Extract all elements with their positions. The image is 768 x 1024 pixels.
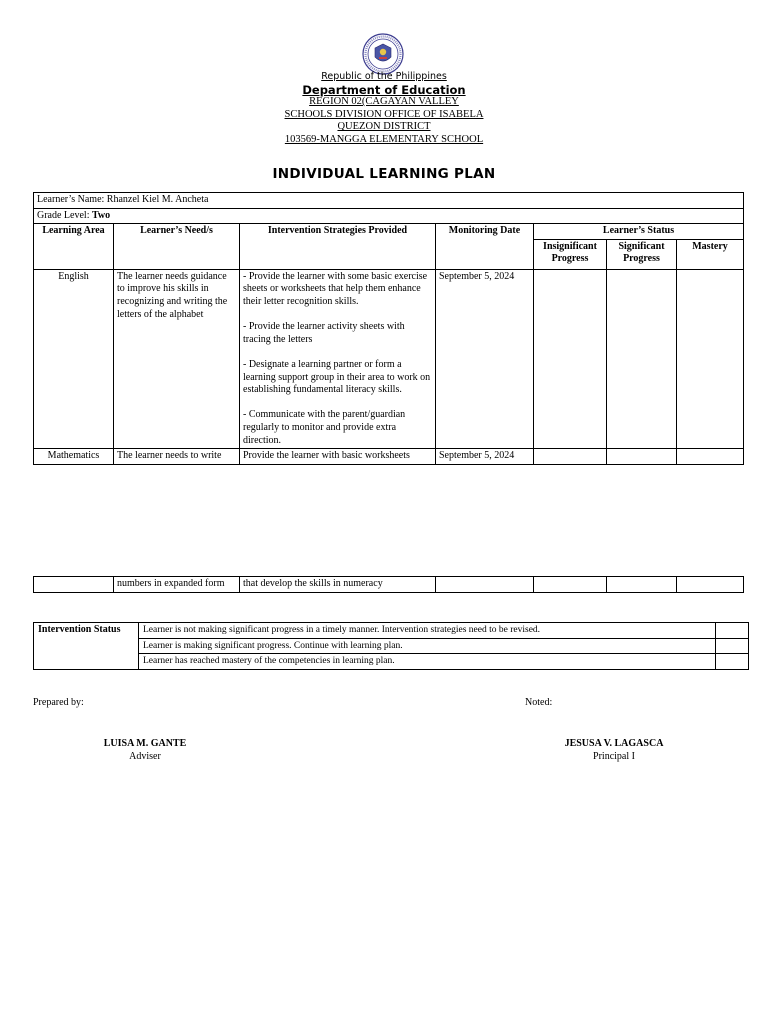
prepared-by-label: Prepared by: <box>33 697 84 708</box>
area-cell: Mathematics <box>34 449 114 465</box>
grade-level-row <box>34 208 744 224</box>
header-row <box>34 224 744 240</box>
mastery-cell <box>677 269 744 448</box>
need-cell: The learner needs guidance to improve his skills in recognizing and writing the letters of the alphabet <box>114 269 240 448</box>
col-significant: Significant Progress <box>607 239 677 269</box>
status-text: Learner is making significant progress. Continue with learning plan. <box>139 638 716 654</box>
principal-title: Principal I <box>593 750 635 762</box>
insignificant-cell <box>534 269 607 448</box>
status-checkbox <box>716 638 749 654</box>
status-text: Learner has reached mastery of the competencies in learning plan. <box>139 654 716 670</box>
strategies-cell: Provide the learner with basic worksheets <box>240 449 436 465</box>
strategy-item: - Communicate with the parent/guardian regularly to monitor and provide extra direction. <box>243 409 406 446</box>
adviser-signature <box>70 738 220 763</box>
strategy-item: - Designate a learning partner or form a learning support group in their area to work on establishing fundamental literacy skills. <box>243 358 431 396</box>
status-checkbox <box>716 654 749 670</box>
significant-cell <box>607 449 677 465</box>
status-row <box>34 654 749 670</box>
page-title: INDIVIDUAL LEARNING PLAN <box>272 166 496 182</box>
region-line: REGION 02(CAGAYAN VALLEY <box>309 96 459 108</box>
table-row <box>34 269 744 448</box>
status-text: Learner is not making significant progress in a timely manner. Intervention strategies need to be revised. <box>139 623 716 639</box>
grade-level-label: Grade Level: <box>37 209 90 221</box>
need-cell: The learner needs to write <box>114 449 240 465</box>
strategies-cell <box>240 269 436 448</box>
status-checkbox <box>716 623 749 639</box>
republic-line: Republic of the Philippines <box>321 71 447 82</box>
mastery-cell <box>677 577 744 593</box>
col-insignificant: Insignificant Progress <box>534 239 607 269</box>
principal-name: JESUSA V. LAGASCA <box>564 738 664 749</box>
status-row <box>34 623 749 639</box>
insignificant-cell <box>534 577 607 593</box>
learning-plan-table <box>33 192 744 465</box>
strategy-item: - Provide the learner activity sheets with tracing the letters <box>243 321 405 345</box>
principal-signature <box>534 738 694 763</box>
district-line: QUEZON DISTRICT <box>337 121 431 133</box>
division-line: SCHOOLS DIVISION OFFICE OF ISABELA <box>284 108 484 120</box>
insignificant-cell <box>534 449 607 465</box>
letterhead <box>0 71 768 147</box>
col-monitoring-date: Monitoring Date <box>436 224 534 270</box>
area-cell <box>34 577 114 593</box>
significant-cell <box>607 577 677 593</box>
strategy-item: - Provide the learner with some basic exercise sheets or worksheets that help them enhance their letter recognition skills. <box>243 270 428 307</box>
col-learner-status: Learner’s Status <box>534 224 744 240</box>
learner-name: Rhanzel Kiel M. Ancheta <box>106 194 209 205</box>
mastery-cell <box>677 449 744 465</box>
col-learning-area: Learning Area <box>34 224 114 270</box>
table-row <box>34 577 744 593</box>
significant-cell <box>607 269 677 448</box>
noted-label: Noted: <box>525 697 553 708</box>
adviser-name: LUISA M. GANTE <box>103 738 187 749</box>
department-line: Department of Education <box>302 82 466 97</box>
learner-name-row <box>34 193 744 209</box>
col-needs: Learner’s Need/s <box>114 224 240 270</box>
date-cell: September 5, 2024 <box>436 269 534 448</box>
deped-seal-icon <box>362 33 404 75</box>
col-mastery: Mastery <box>677 239 744 269</box>
status-row <box>34 638 749 654</box>
learning-plan-table-continued <box>33 576 744 593</box>
learner-name-label: Learner’s Name: <box>37 194 105 205</box>
need-cell: numbers in expanded form <box>114 577 240 593</box>
date-cell: September 5, 2024 <box>436 449 534 465</box>
grade-level: Two <box>91 209 111 221</box>
table-row <box>34 449 744 465</box>
col-strategies: Intervention Strategies Provided <box>240 224 436 270</box>
intervention-status-table <box>33 622 749 670</box>
strategies-cell: that develop the skills in numeracy <box>240 577 436 593</box>
adviser-title: Adviser <box>129 750 161 762</box>
intervention-status-label: Intervention Status <box>34 623 139 670</box>
date-cell <box>436 577 534 593</box>
area-cell: English <box>34 269 114 448</box>
school-line: 103569-MANGGA ELEMENTARY SCHOOL <box>284 133 484 145</box>
